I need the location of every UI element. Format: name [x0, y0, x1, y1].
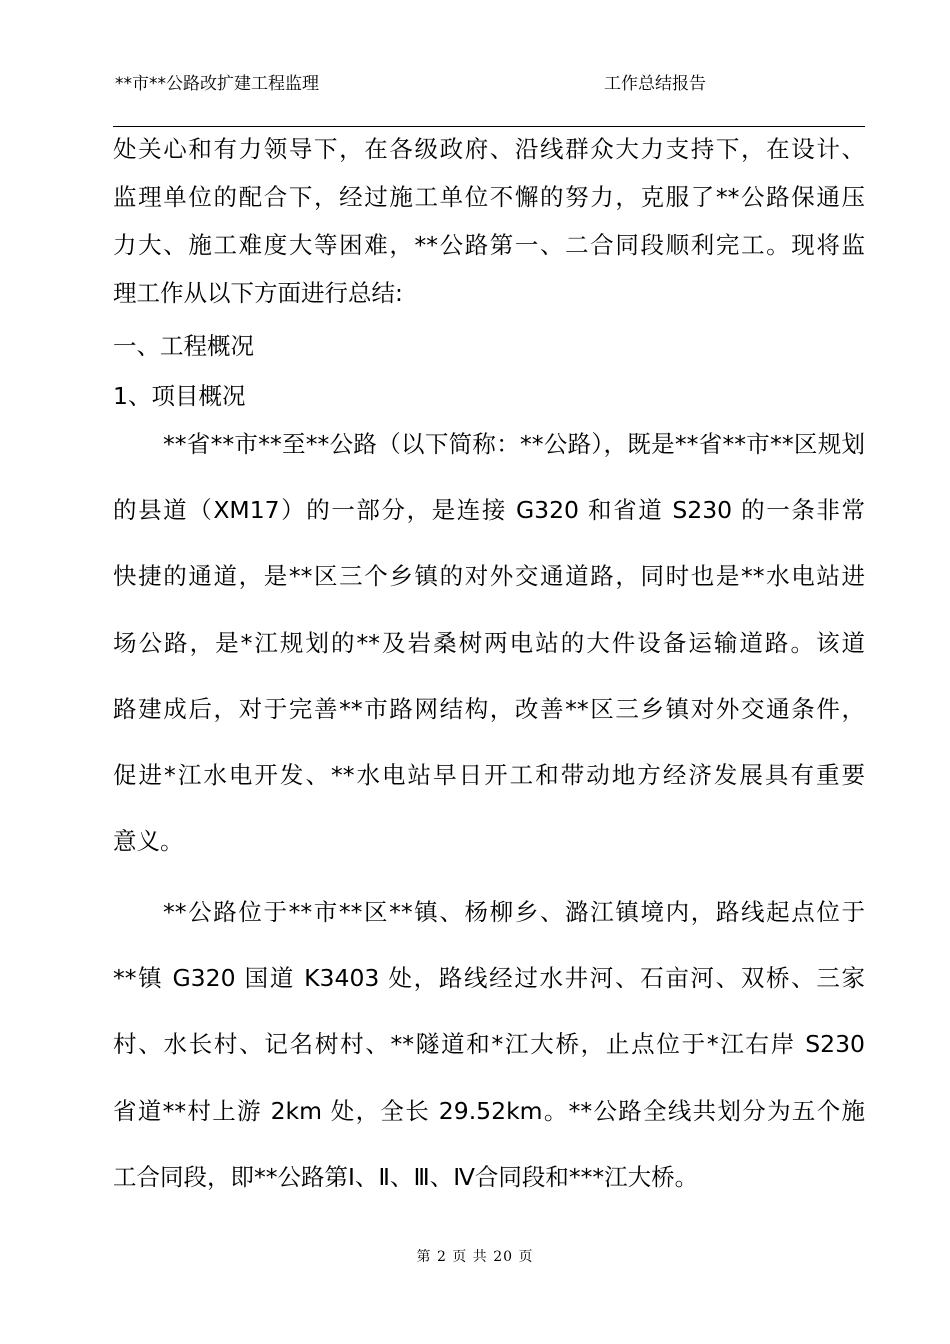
- paragraph-line: 的县道（XM17）的一部分，是连接 G320 和省道 S230 的一条非常: [113, 496, 865, 524]
- subsection-heading: 1、项目概况: [113, 382, 246, 410]
- body-text-line: 监理单位的配合下，经过施工单位不懈的努力，克服了**公路保通压: [113, 183, 865, 211]
- paragraph-line: 路建成后，对于完善**市路网结构，改善**区三乡镇对外交通条件，: [113, 695, 865, 723]
- paragraph-line: **公路位于**市**区**镇、杨柳乡、潞江镇境内，路线起点位于: [163, 898, 865, 926]
- header-document-title: **市**公路改扩建工程监理: [115, 74, 319, 94]
- paragraph-line: 村、水长村、记名树村、**隧道和*江大桥，止点位于*江右岸 S230: [113, 1030, 865, 1058]
- paragraph-line: **镇 G320 国道 K3403 处，路线经过水井河、石亩河、双桥、三家: [113, 964, 865, 992]
- paragraph-line: 工合同段，即**公路第Ⅰ、Ⅱ、Ⅲ、Ⅳ合同段和***江大桥。: [113, 1163, 699, 1191]
- paragraph-line: 场公路，是*江规划的**及岩桑树两电站的大件设备运输道路。该道: [113, 629, 865, 657]
- paragraph-line: 意义。: [113, 827, 184, 855]
- body-text-line: 处关心和有力领导下，在各级政府、沿线群众大力支持下，在设计、: [113, 135, 865, 163]
- paragraph-line: **省**市**至**公路（以下简称：**公路），既是**省**市**区规划: [163, 430, 865, 458]
- header-report-type: 工作总结报告: [604, 74, 706, 94]
- section-heading: 一、工程概况: [113, 332, 254, 360]
- header-divider: [113, 126, 865, 127]
- body-text-line: 理工作从以下方面进行总结:: [113, 279, 403, 307]
- paragraph-line: 省道**村上游 2km 处，全长 29.52km。**公路全线共划分为五个施: [113, 1097, 865, 1125]
- body-text-line: 力大、施工难度大等困难，**公路第一、二合同段顺利完工。现将监: [113, 231, 865, 259]
- paragraph-line: 快捷的通道，是**区三个乡镇的对外交通道路，同时也是**水电站进: [113, 562, 865, 590]
- paragraph-line: 促进*江水电开发、**水电站早日开工和带动地方经济发展具有重要: [113, 761, 865, 789]
- page-number: 第 2 页 共 20 页: [416, 1249, 534, 1265]
